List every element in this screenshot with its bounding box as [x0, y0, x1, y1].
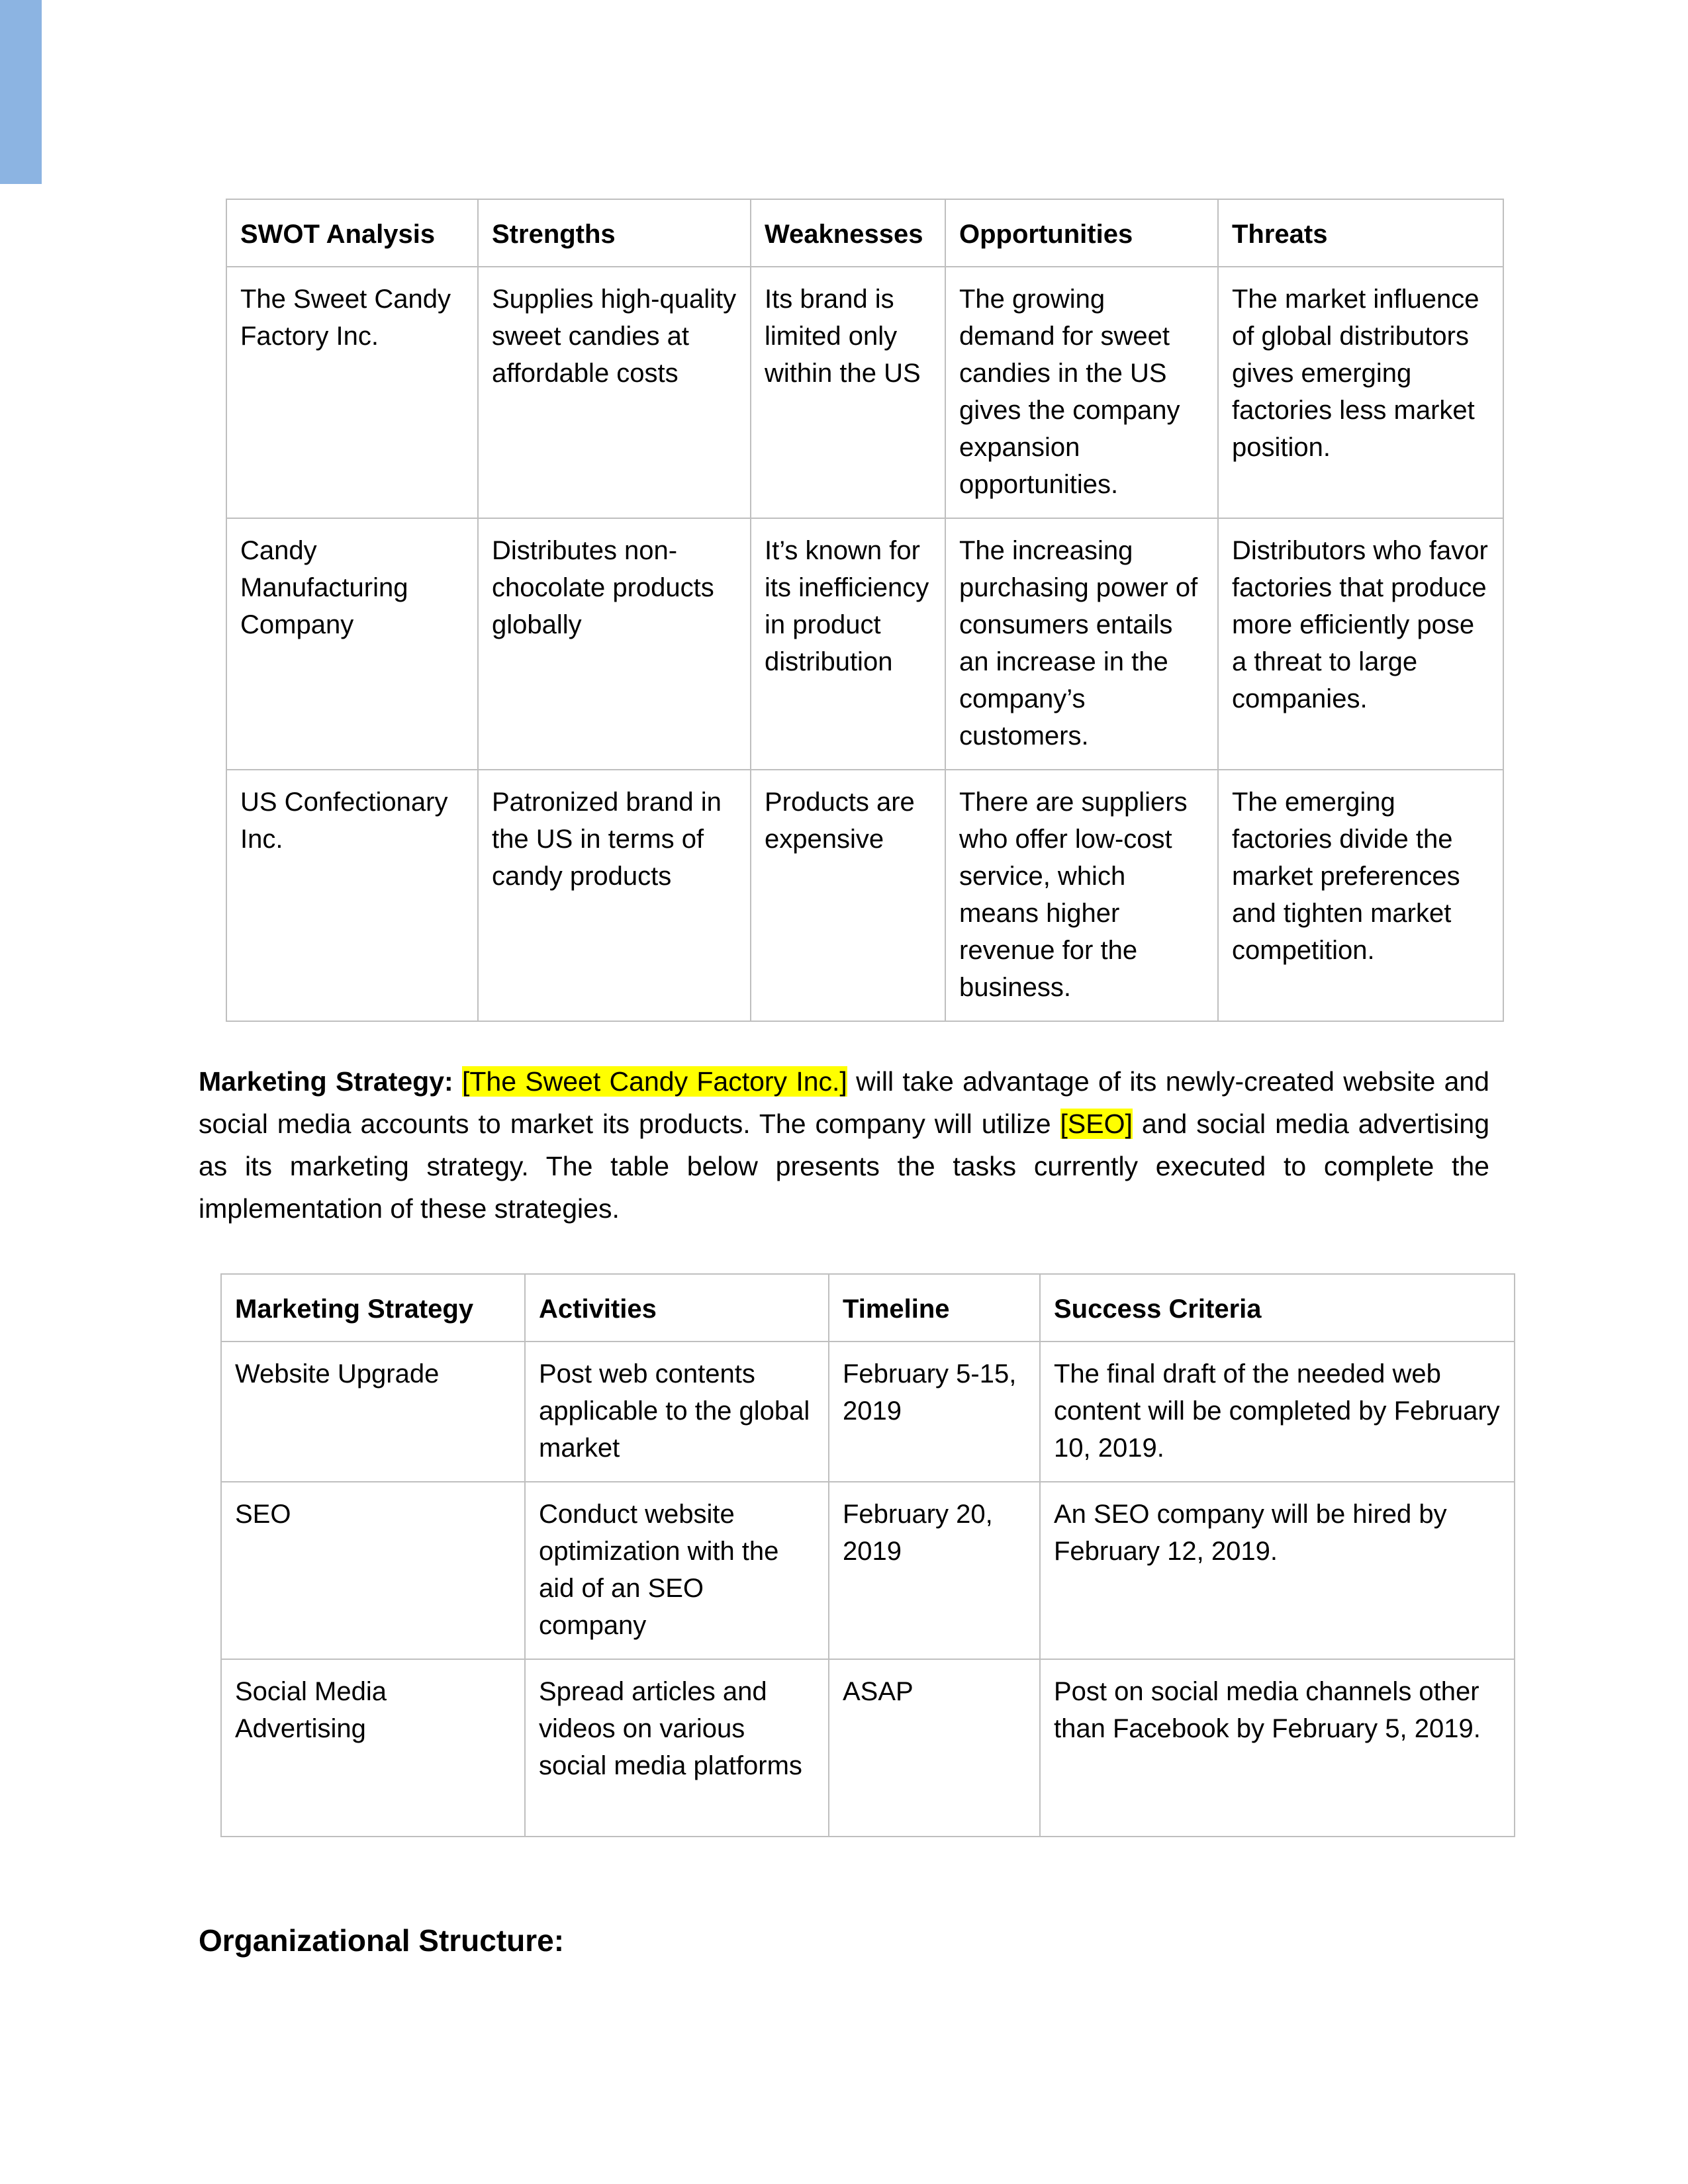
swot-header-cell: Opportunities [945, 199, 1218, 267]
table-cell: The final draft of the needed web content will be completed by February 10, 2019. [1040, 1342, 1515, 1482]
table-cell: The emerging factories divide the market preferences and tighten market competition. [1218, 770, 1503, 1021]
table-cell: Distributes non-chocolate products globally [478, 518, 751, 770]
table-cell: Supplies high-quality sweet candies at affordable costs [478, 267, 751, 518]
swot-header-cell: Threats [1218, 199, 1503, 267]
table-cell: SEO [221, 1482, 525, 1659]
table-cell: Its brand is limited only within the US [751, 267, 945, 518]
table-cell: February 20, 2019 [829, 1482, 1040, 1659]
seo-highlight: [SEO] [1060, 1109, 1133, 1139]
swot-header-cell: SWOT Analysis [226, 199, 478, 267]
table-row [221, 1659, 1515, 1837]
swot-table [226, 199, 1504, 1022]
table-cell: The Sweet Candy Factory Inc. [226, 267, 478, 518]
table-cell: Distributors who favor factories that produce more efficiently pose a threat to large companies. [1218, 518, 1503, 770]
strategy-header-cell: Success Criteria [1040, 1274, 1515, 1342]
organizational-structure-heading: Organizational Structure: [199, 1923, 565, 1958]
paragraph-text: and social media advertising as its marketing strategy. The table below presents the tasks currently executed to complete the implementation of these strategies. [199, 1109, 1489, 1224]
table-cell: An SEO company will be hired by February 12, 2019. [1040, 1482, 1515, 1659]
table-cell: Spread articles and videos on various social media platforms [525, 1659, 829, 1837]
table-row [221, 1482, 1515, 1659]
table-cell: The increasing purchasing power of consumers entails an increase in the company’s customers. [945, 518, 1218, 770]
marketing-strategy-paragraph [199, 1060, 1489, 1230]
marketing-strategy-table [220, 1273, 1515, 1837]
strategy-header-cell: Marketing Strategy [221, 1274, 525, 1342]
table-cell: Website Upgrade [221, 1342, 525, 1482]
table-cell: Post on social media channels other than Facebook by February 5, 2019. [1040, 1659, 1515, 1837]
strategy-header-cell: Timeline [829, 1274, 1040, 1342]
table-cell: There are suppliers who offer low-cost service, which means higher revenue for the business. [945, 770, 1218, 1021]
table-row [221, 1342, 1515, 1482]
paragraph-text: will take advantage of its newly-created website and social media accounts to market its products. The company will utilize [199, 1066, 1489, 1139]
table-row [226, 267, 1503, 518]
strategy-header-cell: Activities [525, 1274, 829, 1342]
swot-header-cell: Weaknesses [751, 199, 945, 267]
table-cell: Candy Manufacturing Company [226, 518, 478, 770]
table-cell: The market influence of global distributors gives emerging factories less market position. [1218, 267, 1503, 518]
side-bookmark-tab [0, 0, 42, 184]
table-cell: Social Media Advertising [221, 1659, 525, 1837]
table-row [226, 770, 1503, 1021]
table-cell: Patronized brand in the US in terms of candy products [478, 770, 751, 1021]
table-cell: Products are expensive [751, 770, 945, 1021]
swot-header-row [226, 199, 1503, 267]
table-cell: Post web contents applicable to the global market [525, 1342, 829, 1482]
table-cell: Conduct website optimization with the aid of an SEO company [525, 1482, 829, 1659]
company-name-highlight: [The Sweet Candy Factory Inc.] [461, 1066, 847, 1097]
marketing-strategy-label: Marketing Strategy: [199, 1066, 453, 1097]
table-cell: February 5-15, 2019 [829, 1342, 1040, 1482]
table-cell: It’s known for its inefficiency in product distribution [751, 518, 945, 770]
table-row [226, 518, 1503, 770]
swot-header-cell: Strengths [478, 199, 751, 267]
table-cell: ASAP [829, 1659, 1040, 1837]
strategy-header-row [221, 1274, 1515, 1342]
table-cell: US Confectionary Inc. [226, 770, 478, 1021]
table-cell: The growing demand for sweet candies in the US gives the company expansion opportunities. [945, 267, 1218, 518]
